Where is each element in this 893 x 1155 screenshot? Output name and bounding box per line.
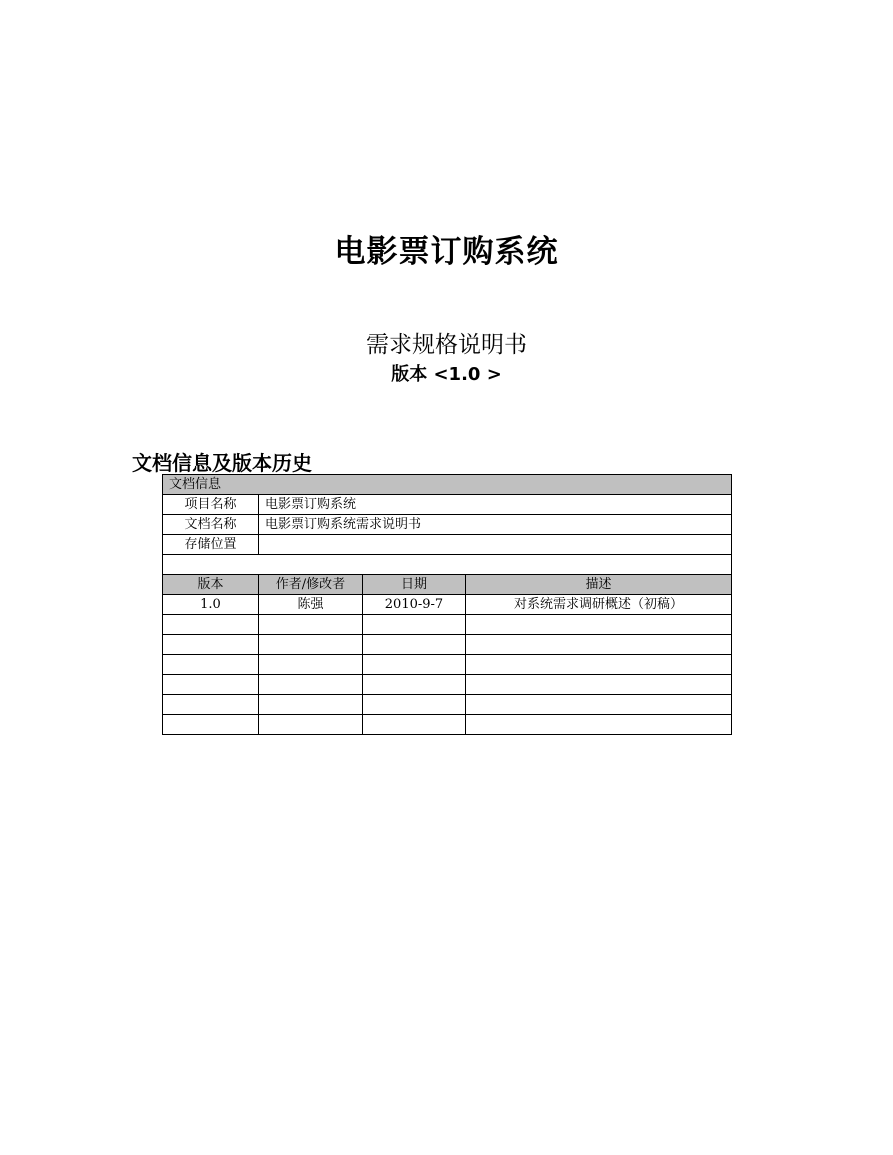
history-row	[163, 595, 732, 615]
history-author-cell	[259, 635, 363, 655]
history-row	[163, 655, 732, 675]
history-author-cell	[259, 615, 363, 635]
doc-info-row	[163, 495, 732, 515]
history-version-cell: 1.0	[163, 595, 259, 615]
history-date-cell: 2010-9-7	[363, 595, 466, 615]
doc-info-header-row	[163, 475, 732, 495]
history-description-cell	[466, 695, 732, 715]
history-column-date: 日期	[363, 575, 466, 595]
history-header-row	[163, 575, 732, 595]
history-author-cell	[259, 675, 363, 695]
history-author-cell	[259, 655, 363, 675]
history-row	[163, 615, 732, 635]
doc-info-value: 电影票订购系统需求说明书	[259, 515, 732, 535]
history-version-cell	[163, 695, 259, 715]
history-description-cell	[466, 675, 732, 695]
doc-info-row	[163, 515, 732, 535]
doc-info-label: 文档名称	[163, 515, 259, 535]
history-author-cell	[259, 695, 363, 715]
history-date-cell	[363, 695, 466, 715]
history-version-cell	[163, 635, 259, 655]
spacer-cell	[163, 555, 732, 575]
history-description-cell: 对系统需求调研概述（初稿）	[466, 595, 732, 615]
history-version-cell	[163, 655, 259, 675]
document-title: 电影票订购系统	[334, 234, 559, 270]
history-date-cell	[363, 635, 466, 655]
history-description-cell	[466, 615, 732, 635]
history-date-cell	[363, 675, 466, 695]
doc-info-row	[163, 535, 732, 555]
doc-info-value	[259, 535, 732, 555]
doc-info-label: 项目名称	[163, 495, 259, 515]
section-heading: 文档信息及版本历史	[132, 451, 312, 475]
history-version-cell	[163, 675, 259, 695]
doc-info-header: 文档信息	[163, 475, 732, 495]
history-author-cell	[259, 715, 363, 735]
history-row	[163, 715, 732, 735]
history-date-cell	[363, 655, 466, 675]
history-column-description: 描述	[466, 575, 732, 595]
doc-info-value: 电影票订购系统	[259, 495, 732, 515]
history-row	[163, 635, 732, 655]
history-version-cell	[163, 615, 259, 635]
history-description-cell	[466, 715, 732, 735]
doc-info-label: 存储位置	[163, 535, 259, 555]
history-column-version: 版本	[163, 575, 259, 595]
history-description-cell	[466, 655, 732, 675]
document-subtitle: 需求规格说明书	[366, 332, 527, 358]
history-date-cell	[363, 715, 466, 735]
spacer-row	[163, 555, 732, 575]
history-version-cell	[163, 715, 259, 735]
history-row	[163, 695, 732, 715]
history-row	[163, 675, 732, 695]
history-column-author: 作者/修改者	[259, 575, 363, 595]
history-date-cell	[363, 615, 466, 635]
history-author-cell: 陈强	[259, 595, 363, 615]
document-version: 版本 <1.0 >	[391, 364, 502, 385]
document-info-table	[162, 474, 732, 735]
history-description-cell	[466, 635, 732, 655]
